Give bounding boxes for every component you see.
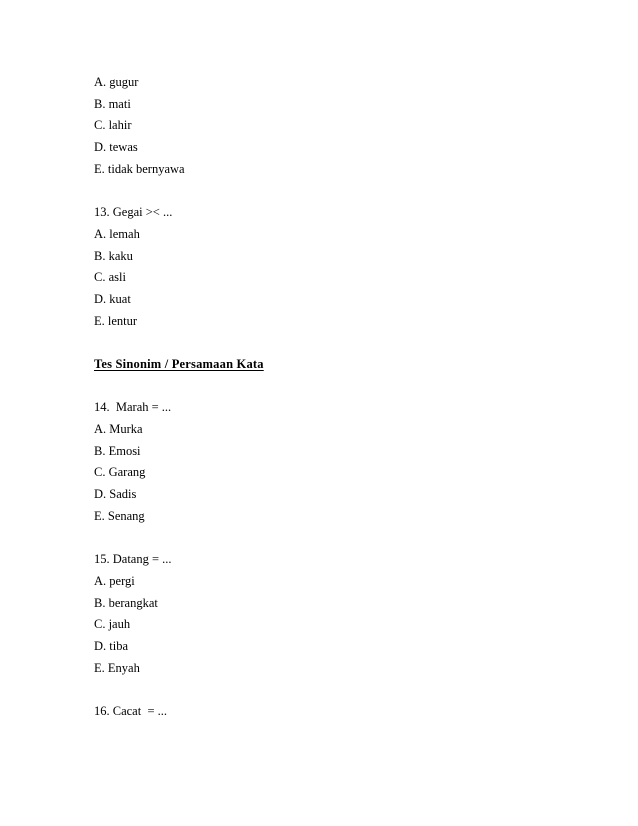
spacer bbox=[94, 332, 594, 354]
question-text: 15. Datang = ... bbox=[94, 552, 172, 567]
option-d: D. tiba bbox=[94, 638, 129, 653]
option-b: B. kaku bbox=[94, 248, 133, 263]
spacer bbox=[94, 180, 594, 202]
option-a: A. pergi bbox=[94, 573, 135, 588]
question-12-options bbox=[94, 72, 594, 180]
question-13 bbox=[94, 202, 594, 332]
section-heading-text: Tes Sinonim / Persamaan Kata bbox=[94, 356, 264, 371]
question-15 bbox=[94, 549, 594, 679]
document-page bbox=[94, 72, 594, 723]
spacer bbox=[94, 679, 594, 701]
section-heading bbox=[94, 354, 594, 376]
question-14 bbox=[94, 397, 594, 527]
option-e: E. tidak bernyawa bbox=[94, 161, 185, 176]
option-b: B. berangkat bbox=[94, 595, 158, 610]
question-text: 16. Cacat = ... bbox=[94, 703, 168, 718]
option-e: E. Enyah bbox=[94, 660, 140, 675]
option-c: C. jauh bbox=[94, 617, 131, 632]
option-a: A. gugur bbox=[94, 75, 139, 89]
question-text: 14. Marah = ... bbox=[94, 400, 172, 415]
option-d: D. Sadis bbox=[94, 487, 137, 502]
option-a: A. Murka bbox=[94, 422, 143, 436]
option-b: B. mati bbox=[94, 96, 131, 111]
option-c: C. Garang bbox=[94, 465, 146, 480]
question-16 bbox=[94, 701, 594, 723]
option-d: D. kuat bbox=[94, 291, 131, 306]
spacer bbox=[94, 527, 594, 549]
option-e: E. lentur bbox=[94, 313, 138, 328]
option-c: C. lahir bbox=[94, 118, 132, 133]
option-c: C. asli bbox=[94, 270, 126, 285]
option-d: D. tewas bbox=[94, 140, 138, 155]
question-text: 13. Gegai >< ... bbox=[94, 205, 173, 220]
option-e: E. Senang bbox=[94, 508, 145, 523]
option-b: B. Emosi bbox=[94, 443, 141, 458]
option-a: A. lemah bbox=[94, 226, 140, 241]
spacer bbox=[94, 376, 594, 398]
